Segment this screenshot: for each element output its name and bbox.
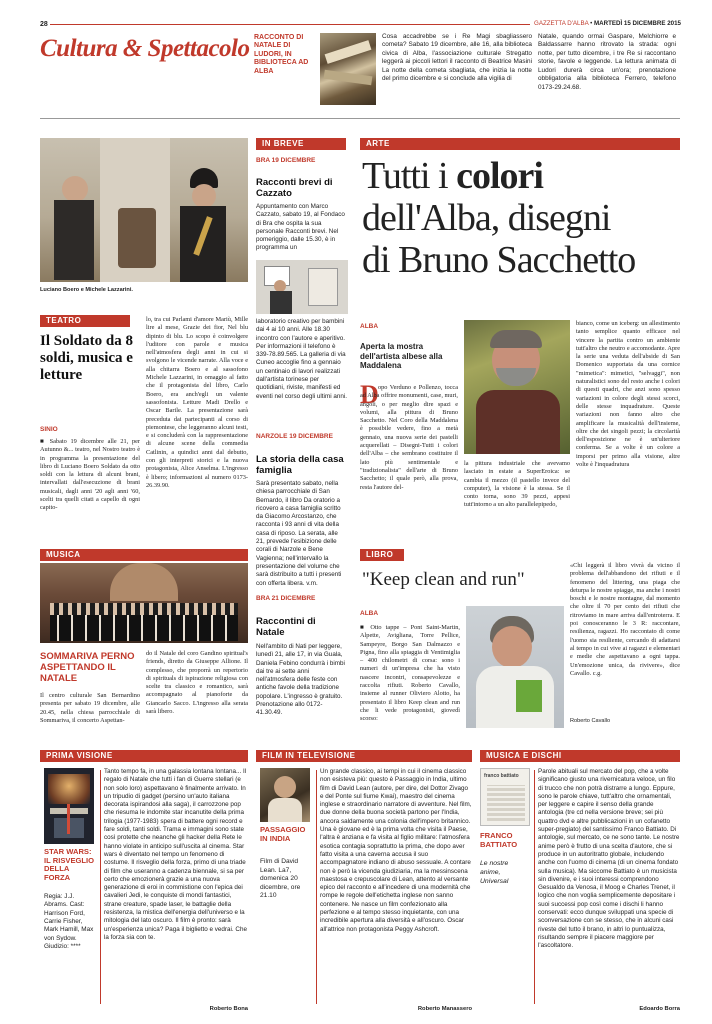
arte-title: [362, 156, 682, 281]
breve-1-kicker: BRA 19 DICEMBRE: [256, 157, 316, 164]
photo-caption-1: Luciano Boero e Michele Lazzarini.: [40, 287, 133, 293]
arte-dropcap: D: [360, 380, 379, 409]
libro-col2: «Chi leggerà il libro vivrà da vicino il problema dell'abbandono dei rifiuti e il fenomeno del littering, una piaga che deturpa le nostre spiagge, ma anche i nostri boschi e le nostre montagne, dal momento che oltre il 70 per cento dei rifiuti che ritroviamo in mare arriva dall'entroterra. E poi conosceranno le 3 R: raccontare, resilienza, ragazzi. Ho raccontato di come l'uomo sia resiliente, cercando di adattarsi al tempo in cui vive ai ragazzi e elementari e medie che aspettavano a ogni tappa. Un'emozione unica, da rivivere», dice Cavallo. c.g.: [570, 562, 680, 677]
arte-place: ALBA: [360, 323, 379, 330]
cavallo-photo: [466, 606, 564, 728]
battiato-info: Le nostre anime, Universal: [480, 860, 509, 885]
album-cover-text: franco battiato: [484, 773, 519, 779]
teatro-tag: TEATRO: [40, 315, 130, 327]
breve-1-text: Appuntamento con Marco Cazzato, sabato 19, al Fondaco di Bra che ospita la sua personale Racconti brevi. Nel pomeriggio, dalle 15.30, è in programma un: [256, 203, 345, 252]
issue-date: MARTEDÌ 15 DICEMBRE 2015: [593, 20, 681, 27]
musica-col2: do il Natale del coro Gandino spiritual's friends, diretto da Giuseppe Allione. Il complesso, che proporrà un repertorio di spirituals di ispirazione religiosa con scelte tra classico e romantico, sarà accompagnato al pianoforte da Giancarlo Sacco. L'ingresso alla serata sarà libero.: [146, 650, 248, 716]
libro-place: ALBA: [360, 610, 379, 617]
teaser-text-1: Cosa accadrebbe se i Re Magi sbagliassero cometa? Sabato 19 dicembre, alle 16, alla biblioteca civica di Alba, l'associazione culturale Stregatto leggerà ai piccoli lettori il racconto di Beatrice Masini La notte della cometa sbagliata, che inizia la notte del primo dicembre e si conclude alla vigilia di: [382, 33, 532, 83]
arte-subhead: Aperta la mostra dell'artista albese alla Maddalena: [360, 342, 443, 371]
choir-photo: [40, 563, 248, 643]
page-number: 28: [40, 21, 48, 28]
libro-title: "Keep clean and run": [362, 569, 525, 590]
libro-col1: ■ Otto tappe – Pont Saint-Martin, Alpette, Avigliana, Torre Pellice, Sampeyre, Borgo San Dalmazzo e Pigna, fino alla spiaggia di Ventimiglia – 400 chilometri di corsa: sono i numeri di un'impresa che ha visto nascere incontri, consapevolezze e raccolta rifiuti. Roberto Cavallo, insieme al runner Oliviero Alotto, ha presentato il libro Keep clean and run che li vede protagonisti, giovedì scorso:: [360, 624, 460, 723]
arte-col2: la pittura industriale che avevamo lasciato in estate a SuperEroica: se cambia il mezzo (il pastello invece del computer), la visione è la stessa. Se il conto torna, sono 39 pezzi, appesi tutt'intorno a un alto parallelepipedo,: [464, 460, 570, 509]
breve-3-title: La storia della casa famiglia: [256, 454, 344, 476]
libro-caption: Roberto Cavallo: [570, 718, 611, 724]
film-tv-tag: FILM IN TELEVISIONE: [256, 750, 472, 762]
header-bottom-rule: [40, 118, 680, 119]
teatro-place: SINIO: [40, 426, 58, 433]
breve-3-kicker: NARZOLE 19 DICEMBRE: [256, 433, 333, 440]
prima-visione-divider: [100, 770, 101, 1004]
breve-4-title: Raccontini di Natale: [256, 616, 316, 638]
cazzato-photo: [256, 260, 348, 314]
prima-visione-text: Tanto tempo fa, in una galassia lontana lontana... Il regalo di Natale che tutti i fan di Guerre stellari (e non solo loro) aspettavano è finalmente arrivato. In un tripudio di gadget (persino un'auto italiana decorata ispirandosi alla saga), il carrozzone pop che riesuma le indomite star incanutite della prima trilogia (1977-1983) spera di battere ogni record e fare soldi, tanti soldi. Trama e immagini sono state così protette che neanche gli hacker della Rete le hanno violate in anticipo sull'uscita al cinema. Star wars è diventato nel tempo un fenomeno di costume. Il risveglio della forza, primo di una triade di film che useranno a cadenza biennale, si sa per certo che emozionerà grazie a una nuova generazione di eroi in commistione con l'epica dei cavalieri Jedi, le conquiste di mondi fantastici, strane creature, spade laser, le battaglie della resistenza, la mistica dell'energia dell'universo e la mitologia del lato oscuro. Il film è pronto: sarà un'esperienza unica? Paga il biglietto e vedrai. Che la forza sia con te.: [104, 768, 247, 941]
film-tv-divider: [316, 770, 317, 1004]
breve-2-text: laboratorio creativo per bambini dai 4 ai 10 anni. Alle 18.30 incontro con l'autore e aperitivo. Per informazioni il telefono è 339-78.89.565. La galleria di via Cuneo accoglie fino a gennaio un centinaio di lavori realizzati dall'artista torinese per quotidiani, riviste, manifesti ed eventi nel corso degli ultimi anni.: [256, 318, 348, 400]
breve-4-text: Nell'ambito di Nati per leggere, lunedì 21, alle 17, in via Guala, Daniela Febino condurrà i bimbi dai tre ai sette anni nell'atmosfera delle feste con antiche favole della tradizione popolare. L'ingresso è gratuito. Prenotazione allo 0172-41.30.49.: [256, 643, 345, 717]
arte-title-1: Tutti i: [362, 155, 448, 197]
passaggio-channel: Film di David Lean. La7, domenica 20 dicembre, ore 21.10: [260, 858, 301, 900]
teatro-col1: ■ Sabato 19 dicembre alle 21, per Autunno &... teatro, nel Nostro teatro è in programma la presentazione del libro di Luciano Boero Soldato da otto soldi con la lettura di alcuni brani, intervallati dall'esecuzione di brani musicali, dagli anni '20 agli anni '60, scelti tra quelli citati a capello di ogni capito-: [40, 438, 140, 512]
musica-title: SOMMARIVA PERNO ASPETTANDO IL NATALE: [40, 651, 135, 684]
teaser-title: RACCONTO DI NATALE DI LUDORI, IN BIBLIOTECA AD ALBA: [254, 34, 309, 75]
header-rule: [50, 24, 530, 25]
section-title: Cultura & Spettacolo: [40, 35, 250, 62]
sacchetto-photo: [464, 320, 570, 454]
teatro-col2: lo, tra cui Parlami d'amore Mariù, Mille lire al mese, Grazie dei fior, Nel blu dipinto di blu. Lo scopo è coinvolgere l'uditore con parole e musica nell'atmosfera degli anni in cui si svolgono le vicende narrate. Alla voce e alla chitarra Boero e al sassofono Michele Lazzarini, in omaggio al fatto che il protagonista del libro, Carlo Boero, era anch'egli un valente sassofonista. Letture Madi Drello e Oscar Barile. La presentazione sarà preceduta dai partecipanti al corso di piemontese, che leggeranno alcuni testi, e si concluderà con la rappresentazione di alcune scene della commedia Catlinin, a quindici anni dal debutto, con gli interpreti storici e la nuova protagonista, Alice Anselma. L'ingresso è libero; informazioni al numero 0173-26.39.90.: [146, 316, 248, 489]
film-tv-text: Un grande classico, ai tempi in cui il cinema classico non esisteva più: questo è Passaggio in India, ultimo film di David Lean (autore, per dire, del Dottor Zivago e del Ponte sul fiume Kwai), maestro del cinema inglese e straordinario narratore di avventure. Nel film, due donne della buona società partono per l'India, ancora saldamente una colonia dell'impero britannico. Una è giovane ed è la prima volta che visita il Paese, l'altra è anziana e fa visita al figlio militare: l'atmosfera esotica contagia soprattutto la prima, che dopo aver fatto visita a una caverna accusa il suo accompagnatore indiano di abuso sessuale. A contare non è però la vicenda giudiziaria, ma la messinscena maestosa e crepuscolare di Lean, attento al versante epico del racconto e all'incedere di una modernità che rompe le regole dell'etichetta inglese non sanno contenere. Ne nasce un film confezionato alla perfezione e al tempo stesso inquietante, con una incredibile apertura alla diversità e all'oscuro. Oscar all'attrice non protagonista Peggy Ashcroft.: [320, 768, 472, 933]
arte-tag: ARTE: [360, 138, 680, 150]
teatro-title: Il Soldato da 8 soldi, musica e letture: [40, 333, 133, 383]
star-wars-poster: [44, 768, 94, 844]
musica-tag: MUSICA: [40, 549, 248, 561]
breve-1-title: Racconti brevi di Cazzato: [256, 177, 333, 199]
arte-title-2: dell'Alba, disegni: [362, 196, 611, 239]
musica-dischi-divider: [534, 770, 535, 1004]
passaggio-photo: [260, 768, 310, 822]
passaggio-title: PASSAGGIO IN INDIA: [260, 825, 306, 843]
libro-tag: LIBRO: [360, 549, 404, 561]
teaser-text-2: Natale, quando ormai Gaspare, Melchiorre e Baldassarre hanno ritrovato la strada: ogni notte, per tutto dicembre, i tre Re si raccontano storie, favole e leggende. La lettura animata di Ludori durerà circa un'ora; prenotazione obbligatoria alla biblioteca Ferrero, telefono 0173-29.24.68.: [538, 33, 676, 91]
newspaper-name: GAZZETTA D'ALBA • MARTEDÌ 15 DICEMBRE 2015: [534, 20, 681, 27]
boero-lazzarini-photo: [40, 138, 248, 282]
star-wars-title: STAR WARS: IL RISVEGLIO DELLA FORZA: [44, 847, 95, 883]
prima-visione-author: Roberto Bona: [209, 1006, 248, 1012]
breve-3-text: Sarà presentato sabato, nella chiesa parrocchiale di San Bernardo, il libro Da oratorio a ricovero a casa famiglia scritto da Giacomo Arcostanzo, che racconta i 93 anni di vita della casa di riposo. La serata, alle 21, prevede l'esibizione delle corali di Narzole e Bene Vagienna; nell'intervallo la presentazione del volume che sarà distribuito a tutti i presenti con offerta libera. v.m.: [256, 480, 342, 587]
battiato-title: FRANCO BATTIATO: [480, 831, 518, 849]
film-tv-author: Roberto Manassero: [417, 1006, 472, 1012]
in-breve-tag: IN BREVE: [256, 138, 346, 150]
battiato-album-cover: [480, 768, 530, 826]
star-wars-credits: Regia: J.J. Abrams. Cast: Harrison Ford, Carrie Fisher, Mark Hamill, Max von Sydow. Giudizio: ****: [44, 893, 94, 950]
arte-title-bold: colori: [456, 155, 543, 197]
musica-col1: Il centro culturale San Bernardino presenta per sabato 19 dicembre, alle 20.45, nella chiesa parrocchiale di Sommariva, il concerto Aspettan-: [40, 692, 140, 724]
musica-dischi-text: Parole abituali sul mercato del pop, che a volte significano giusto una rivernicatura veloce, un filo di trucco che non potrà distrarre a lungo. Eppure, sono le parole chiave, tutt'altro che ornamentali, per leggere e capire il senso della grande antologia (tre cd nella versione breve; sei più quattro dvd e altre pubblicazioni in un cofanetto super-pregiato) del santissimo Franco Battiato. Di antologie, sul mercato, ce ne sono tante. Le nostre anime però è frutto di una scelta d'autore, che si produce in un autoritratto globale, includendo anche con l'uomo di cinema (di un cinema fondato sulla musica). Ma siccome Battiato è un musicista sin divenire, e i suoi interessi comprendono Gesualdo da Venosa, il Moog e Charles Trenet, il logico che non voglia semplicemente depositare i suoi successi pop così come i dischi li hanno conservati: ecco dunque sviluppati una specie di sconversazione con se stesso, che in alcuni casi riveste del tutto il brano, in altri lo puntualizza, risultando sempre il piacere maggiore per l'ascoltatore.: [538, 768, 680, 950]
prima-visione-tag: PRIMA VISIONE: [40, 750, 248, 762]
musica-dischi-author: Edoardo Borra: [639, 1006, 680, 1012]
arte-col3: bianco, come un iceberg: un allestimento tanto semplice quanto efficace nel vincere la partita contro un ambiente tutt'altro che neutro e accomodante. Apre la serie una veduta dell'abside di San Domenico supportata da una cornice "mimetica": mimetici, "selvaggi", non naturalistici sono del resto anche i colori di questi quadri, che anzi sono spesso variazioni in colore degli stessi scorci, delle stesse inquadrature. Queste variazioni non fanno altro che amplificare la musicalità dell'insieme, oltre che dei singoli pezzi; la circolarità dell'esposizione ne è un'ulteriore conferma. Se a volte è un colore a imporsi per primo alla visione, altre volte è l'inquadratura: [576, 320, 680, 469]
breve-4-kicker: BRA 21 DICEMBRE: [256, 595, 316, 602]
arte-col1: opo Verduno e Pollenzo, tocca ad Alba offrire monumenti, case, muri, angoli, o per meglio dire spazi e volumi, alla pittura di Bruno Sacchetto. Nel Coro della Maddalena è possibile vedere, fino a metà gennaio, una nuova serie dei pastelli acquerellati – Disegni-Tutti i colori dell'Alba – che sembrano costituire il lato più sentimentale e "tradizionalista" dell'arte di Bruno Sacchetto; il quale però, alla prova, resta l'autore del-: [360, 384, 458, 491]
musica-dischi-tag: MUSICA E DISCHI: [480, 750, 680, 762]
arte-title-3: di Bruno Sacchetto: [362, 238, 636, 281]
books-photo: [320, 33, 376, 105]
